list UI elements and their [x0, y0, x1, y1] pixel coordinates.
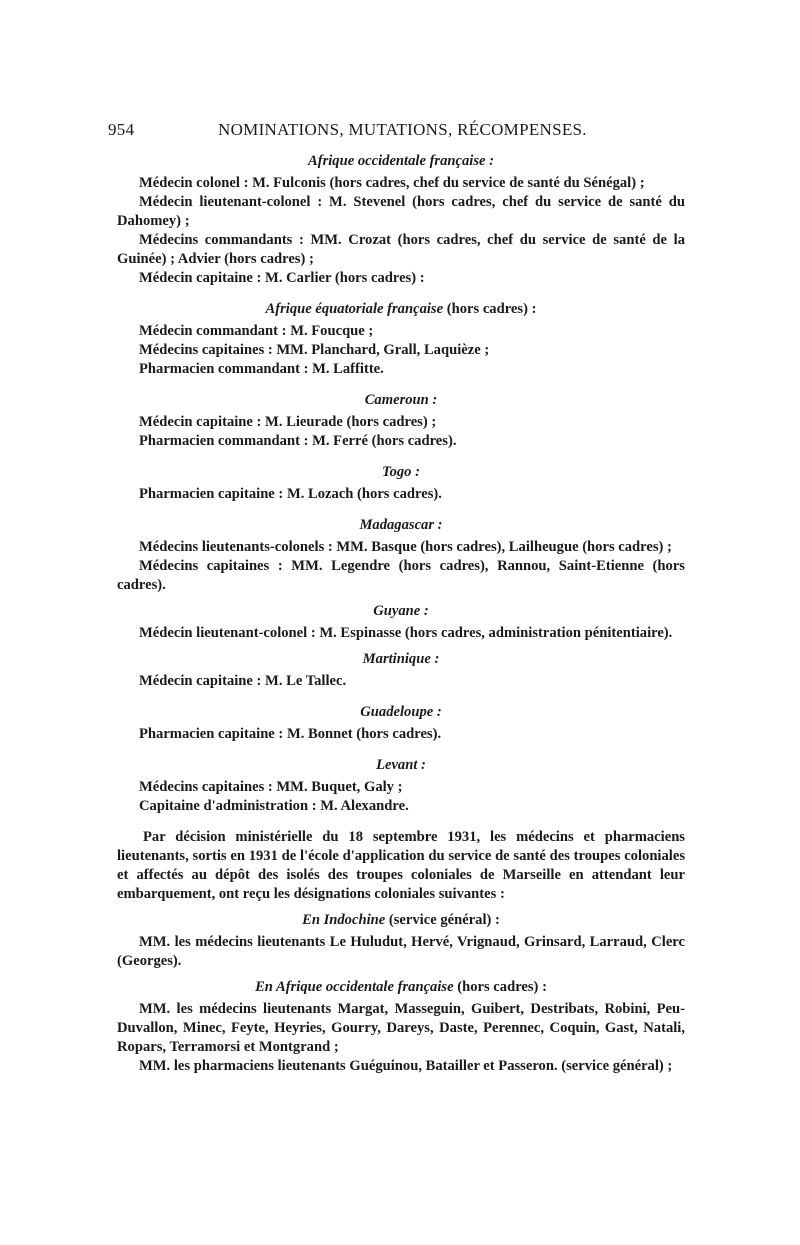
- section-title-aef: [117, 300, 685, 319]
- decision-paragraph: Par décision ministérielle du 18 septembre 1931, les médecins et pharmaciens lieutenants, sortis en 1931 de l'école d'application du service de santé des troupes coloniales et affectés au dépôt des isolés des troupes coloniales de Marseille en attendant leur embarquement, ont reçu les désignations coloniales suivantes :: [117, 829, 685, 902]
- entry-line: Médecins capitaines : MM. Planchard, Grall, Laquièze ;: [139, 342, 490, 358]
- page-number: 954: [108, 120, 135, 139]
- entry-line: MM. les pharmaciens lieutenants Guéguinou, Batailler et Passeron. (service général) ;: [139, 1058, 673, 1074]
- section-title-guadeloupe: Guadeloupe :: [360, 704, 442, 720]
- section-title-indochine-name: En Indochine: [302, 912, 386, 928]
- section-title-madagascar: Madagascar :: [359, 517, 443, 533]
- entry-line: Médecins commandants : MM. Crozat (hors cadres, chef du service de santé de la Guinée) ; Advier (hors cadres) ;: [117, 232, 685, 267]
- section-title-aef-name: Afrique équatoriale française: [265, 301, 444, 317]
- entry-line: MM. les médecins lieutenants Margat, Masseguin, Guibert, Destribats, Robini, Peu-Duvallon, Minec, Feyte, Heyries, Gourry, Dareys, Daste, Perennec, Coquin, Gast, Natali, Ropars, Terramorsi et Montgrand ;: [117, 1001, 685, 1055]
- running-title: NOMINATIONS, MUTATIONS, RÉCOMPENSES.: [218, 120, 587, 139]
- entry-line: Médecins capitaines : MM. Legendre (hors cadres), Rannou, Saint-Etienne (hors cadres).: [117, 558, 685, 593]
- entry-line: Pharmacien commandant : M. Laffitte.: [139, 361, 384, 377]
- entry-line: Médecin lieutenant-colonel : M. Espinasse (hors cadres, administration pénitentiaire).: [139, 625, 673, 641]
- entry-line: Capitaine d'administration : M. Alexandre.: [139, 798, 409, 814]
- entry-line: Pharmacien capitaine : M. Bonnet (hors cadres).: [139, 726, 442, 742]
- entry-line: Médecin capitaine : M. Lieurade (hors cadres) ;: [139, 414, 437, 430]
- section-title-levant: Levant :: [376, 757, 426, 773]
- section-title-togo: Togo :: [382, 464, 420, 480]
- section-title-aof: Afrique occidentale française :: [307, 153, 495, 169]
- entry-line: Médecins capitaines : MM. Buquet, Galy ;: [139, 779, 403, 795]
- section-title-cameroun: Cameroun :: [364, 392, 438, 408]
- section-title-aef-suffix: (hors cadres) :: [446, 301, 537, 317]
- entry-line: Pharmacien commandant : M. Ferré (hors cadres).: [139, 433, 457, 449]
- entry-line: Pharmacien capitaine : M. Lozach (hors cadres).: [139, 486, 442, 502]
- entry-line: Médecin lieutenant-colonel : M. Stevenel (hors cadres, chef du service de santé du Dahomey) ;: [117, 194, 685, 229]
- section-title-aof-hc-suffix: (hors cadres) :: [457, 979, 547, 995]
- section-title-aof-hc-name: En Afrique occidentale française: [255, 979, 454, 995]
- entry-line: MM. les médecins lieutenants Le Huludut, Hervé, Vrignaud, Grinsard, Larraud, Clerc (Georges).: [117, 934, 685, 969]
- section-title-indochine-suffix: (service général) :: [388, 912, 500, 928]
- page-body: [117, 148, 685, 1076]
- page-header: [108, 120, 688, 144]
- entry-line: Médecin capitaine : M. Le Tallec.: [139, 673, 347, 689]
- section-title-indochine: [117, 911, 685, 930]
- entry-line: Médecin capitaine : M. Carlier (hors cadres) :: [139, 270, 425, 286]
- section-title-guyane: Guyane :: [373, 603, 429, 619]
- section-title-aof-hors-cadres: [117, 978, 685, 997]
- section-title-martinique: Martinique :: [362, 651, 440, 667]
- entry-line: Médecin colonel : M. Fulconis (hors cadres, chef du service de santé du Sénégal) ;: [139, 175, 645, 191]
- entry-line: Médecin commandant : M. Foucque ;: [139, 323, 374, 339]
- entry-line: Médecins lieutenants-colonels : MM. Basque (hors cadres), Lailheugue (hors cadres) ;: [139, 539, 672, 555]
